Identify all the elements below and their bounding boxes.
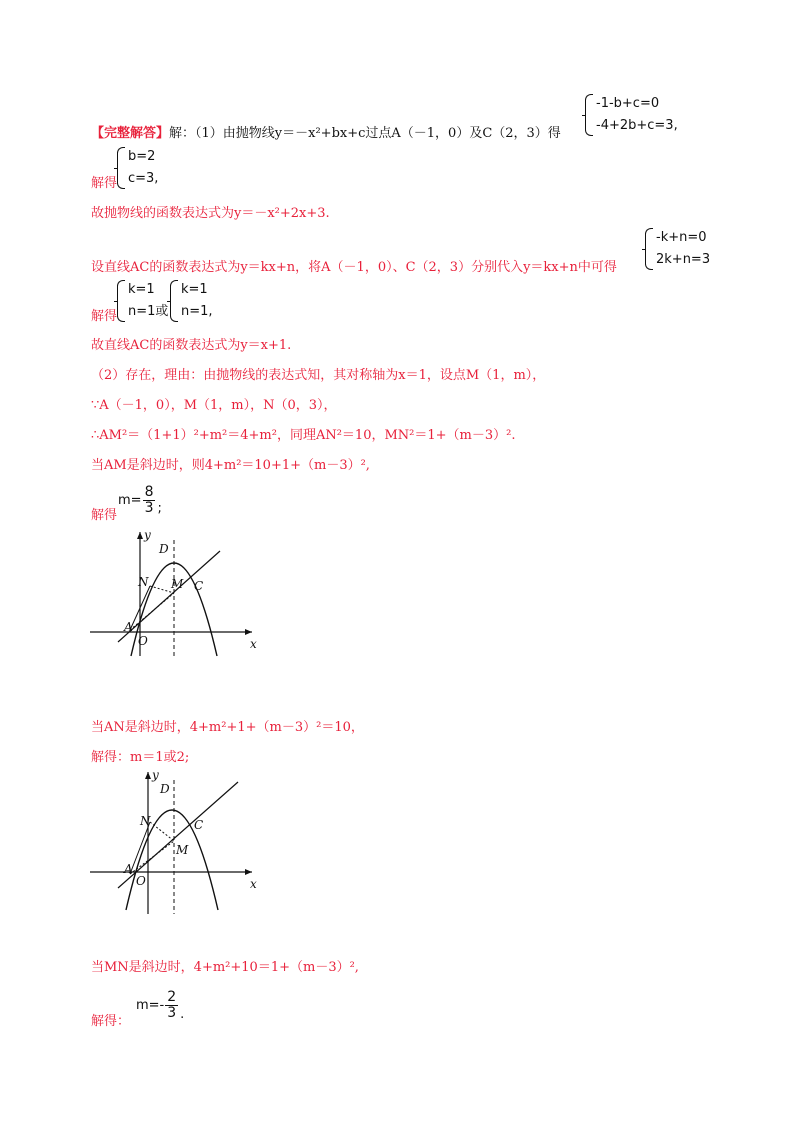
figure-case1	[90, 528, 270, 658]
label-C: C	[194, 818, 204, 832]
points-line: ∵A（－1，0），M（1，m），N（0，3），	[91, 398, 337, 413]
brace-icon	[170, 280, 178, 322]
case2-text: 当AN是斜边时，4+m²+1+（m－3）²＝10，	[91, 720, 364, 735]
label-C: C	[194, 579, 204, 593]
label-N: N	[138, 575, 149, 589]
system-row: b=2	[128, 149, 156, 164]
case3-text: 当MN是斜边时，4+m²+10＝1+（m－3）²,	[91, 960, 359, 975]
solution-system-2a	[117, 280, 168, 322]
system-row: c=3,	[128, 171, 159, 186]
brace-icon	[645, 228, 653, 270]
equation-system-1	[585, 94, 678, 136]
case3-fraction	[136, 989, 184, 1022]
line-ac-result: 故直线AC的函数表达式为y＝x+1.	[91, 338, 292, 353]
equation-system-2	[645, 228, 710, 270]
label-D: D	[160, 782, 170, 796]
intro-text: 解：（1）由抛物线y＝－x²+bx+c过点A（－1，0）及C（2，3）得	[169, 126, 561, 141]
system-row: -k+n=0	[656, 230, 707, 245]
label-A: A	[124, 862, 133, 876]
solve-prefix: 解得	[91, 309, 118, 324]
fraction-lhs: m=	[118, 493, 142, 508]
answer-label: 【完整解答】	[91, 126, 170, 141]
brace-icon	[117, 280, 125, 322]
fraction-suffix: ;	[157, 501, 162, 516]
solve-prefix: 解得	[91, 176, 118, 191]
fraction-numerator: 8	[144, 484, 154, 500]
label-O: O	[136, 874, 146, 888]
case1-fraction	[118, 485, 162, 516]
label-N: N	[140, 814, 151, 828]
system-row: 2k+n=3	[656, 252, 711, 267]
label-y: y	[152, 768, 159, 782]
fraction-lhs: m=-	[136, 998, 165, 1013]
system-row: -4+2b+c=3,	[596, 118, 678, 133]
case1-text: 当AM是斜边时，则4+m²＝10+1+（m－3）²,	[91, 458, 370, 473]
solve-prefix: 解得	[91, 508, 118, 523]
solution-system-2b	[170, 280, 213, 322]
label-y: y	[144, 528, 151, 542]
fraction-denominator: 3	[167, 1005, 177, 1021]
label-D: D	[159, 542, 169, 556]
brace-icon	[117, 147, 125, 189]
system-row: k=1	[181, 282, 208, 297]
label-x: x	[250, 637, 257, 651]
solve-prefix: 解得：	[91, 1014, 131, 1029]
label-O: O	[138, 634, 148, 648]
intro-line	[91, 122, 561, 141]
part2-intro: （2）存在，理由：由抛物线的表达式知，其对称轴为x＝1，设点M（1，m），	[91, 368, 546, 383]
system-row: n=1,	[181, 304, 213, 319]
system-row: -1-b+c=0	[596, 96, 660, 111]
brace-icon	[585, 94, 593, 136]
system-row: k=1	[128, 282, 155, 297]
fraction-denominator: 3	[144, 500, 154, 516]
label-x: x	[250, 877, 257, 891]
case2-result: 解得：m＝1或2;	[91, 750, 190, 765]
solution-system-1	[117, 147, 158, 189]
distance-line: ∴AM²＝（1+1）²+m²＝4+m²，同理AN²＝10，MN²＝1+（m－3）².	[91, 428, 516, 443]
label-M: M	[171, 577, 184, 591]
fraction-numerator: 2	[167, 989, 177, 1005]
figure-case2	[90, 768, 270, 916]
label-A: A	[124, 620, 133, 634]
set-line-text: 设直线AC的函数表达式为y＝kx+n，将A（－1，0）、C（2，3）分别代入y＝kx+n中可得	[91, 260, 617, 275]
label-M: M	[176, 843, 189, 857]
fraction-suffix: .	[180, 1007, 185, 1022]
system-row: n=1或	[128, 304, 169, 319]
parabola-result: 故抛物线的函数表达式为y＝－x²+2x+3.	[91, 206, 330, 221]
